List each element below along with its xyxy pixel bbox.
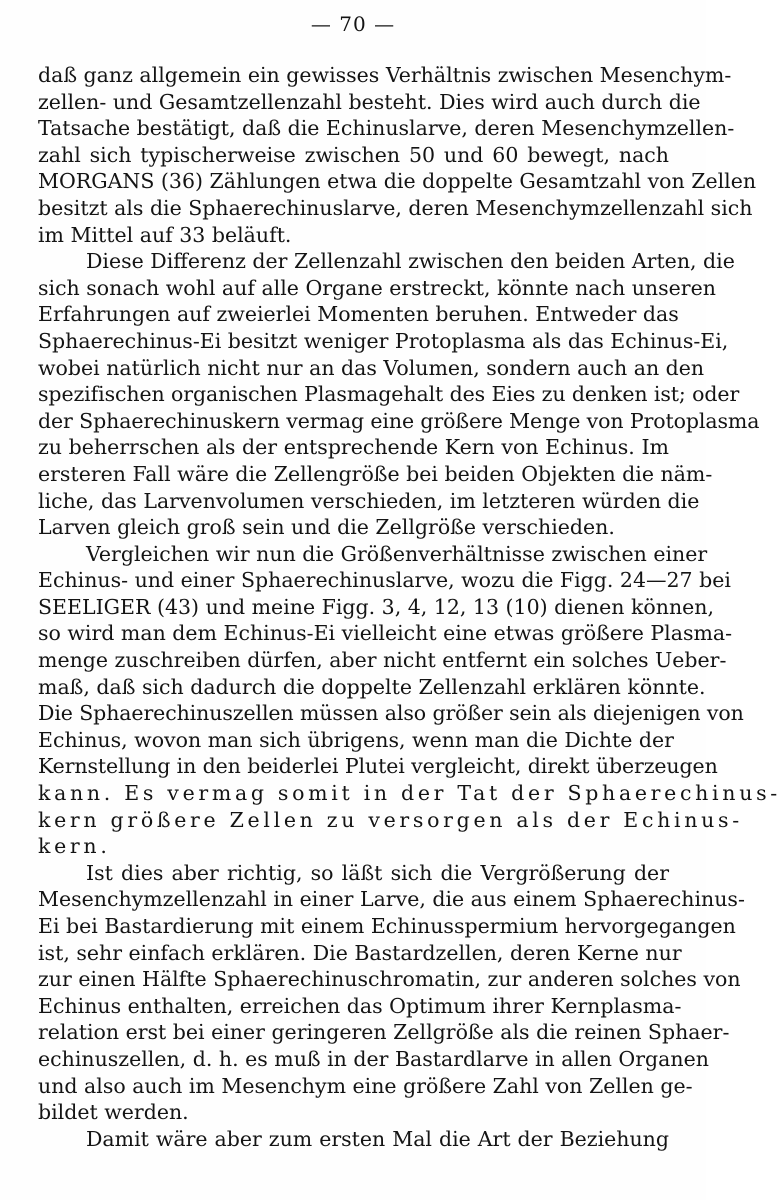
body-text (38, 62, 781, 1152)
text-line: Vergleichen wir nun die Größenverhältnisse zwischen einer (86, 541, 708, 566)
text-line: daß ganz allgemein ein gewisses Verhältnis zwischen Mesenchym- (38, 63, 732, 87)
text-line: sich sonach wohl auf alle Organe erstreckt, könnte nach unseren (38, 275, 716, 300)
text-line: Echinus, wovon man sich übrigens, wenn man die Dichte der (38, 727, 674, 752)
text-line: kern. (38, 834, 111, 859)
paragraph-1 (38, 62, 757, 248)
text-line: liche, das Larvenvolumen verschieden, im letzteren würden die (38, 488, 700, 513)
text-line: Echinus enthalten, erreichen das Optimum ihrer Kernplasma- (38, 993, 682, 1018)
text-line: SEELIGER (43) und meine Figg. 3, 4, 12, 13 (10) dienen können, (38, 594, 715, 619)
text-line: Mesenchymzellenzahl in einer Larve, die aus einem Sphaerechinus- (38, 887, 745, 912)
text-line: maß, daß sich dadurch die doppelte Zellenzahl erklären könnte. (38, 674, 706, 699)
text-line: menge zuschreiben dürfen, aber nicht entfernt ein solches Ueber- (38, 648, 727, 673)
text-line: zahl sich typischerweise zwischen 50 und 60 bewegt, nach (38, 142, 669, 167)
text-line: Tatsache bestätigt, daß die Echinuslarve, deren Mesenchymzellen- (38, 116, 735, 141)
text-line: der Sphaerechinuskern vermag eine größere Menge von Protoplasma (38, 408, 760, 433)
text-line: kern größere Zellen zu versorgen als der Echinus- (38, 807, 743, 832)
text-line: MORGANS (36) Zählungen etwa die doppelte Gesamtzahl von Zellen (38, 169, 757, 194)
text-line: ist, sehr einfach erklären. Die Bastardzellen, deren Kerne nur (38, 940, 682, 965)
page-number: — 70 — (310, 12, 396, 36)
text-line: zu beherrschen als der entsprechende Kern von Echinus. Im (38, 435, 669, 460)
text-line: Echinus- und einer Sphaerechinuslarve, wozu die Figg. 24—27 bei (38, 568, 731, 593)
text-line: Damit wäre aber zum ersten Mal die Art der Beziehung (86, 1126, 669, 1151)
text-line: spezifischen organischen Plasmagehalt des Eies zu denken ist; oder (38, 382, 740, 407)
text-line: und also auch im Mesenchym eine größere Zahl von Zellen ge- (38, 1073, 693, 1098)
text-line: relation erst bei einer geringeren Zellgröße als die reinen Sphaer- (38, 1020, 730, 1045)
text-line: echinuszellen, d. h. es muß in der Bastardlarve in allen Organen (38, 1046, 709, 1071)
text-line: wobei natürlich nicht nur an das Volumen, sondern auch an den (38, 355, 705, 380)
text-line: so wird man dem Echinus-Ei vielleicht eine etwas größere Plasma- (38, 621, 733, 646)
text-line: Sphaerechinus-Ei besitzt weniger Protoplasma als das Echinus-Ei, (38, 328, 729, 353)
text-line: Ei bei Bastardierung mit einem Echinusspermium hervorgegangen (38, 914, 736, 938)
text-line: bildet werden. (38, 1100, 189, 1125)
text-line: zur einen Hälfte Sphaerechinuschromatin, zur anderen solches von (38, 967, 741, 992)
paragraph-2 (38, 248, 760, 541)
paragraph-5 (38, 1126, 669, 1153)
paragraph-4 (38, 860, 745, 1126)
text-line: im Mittel auf 33 beläuft. (38, 222, 292, 247)
text-line: zellen- und Gesamtzellenzahl besteht. Dies wird auch durch die (38, 89, 701, 114)
text-line: Die Sphaerechinuszellen müssen also größer sein als diejenigen von (38, 701, 744, 726)
text-line: ersteren Fall wäre die Zellengröße bei beiden Objekten die näm- (38, 461, 713, 486)
text-line: Larven gleich groß sein und die Zellgröße verschieden. (38, 515, 615, 540)
text-line: Diese Differenz der Zellenzahl zwischen den beiden Arten, die (86, 249, 735, 274)
paragraph-3 (38, 541, 781, 860)
text-line: Kernstellung in den beiderlei Plutei vergleicht, direkt überzeugen (38, 754, 718, 779)
text-line: Ist dies aber richtig, so läßt sich die Vergrößerung der (86, 860, 669, 885)
text-line: Erfahrungen auf zweierlei Momenten beruhen. Entweder das (38, 302, 679, 327)
text-line: besitzt als die Sphaerechinuslarve, deren Mesenchymzellenzahl sich (38, 195, 753, 220)
text-line: kann. Es vermag somit in der Tat der Sphaerechinus- (38, 781, 781, 806)
